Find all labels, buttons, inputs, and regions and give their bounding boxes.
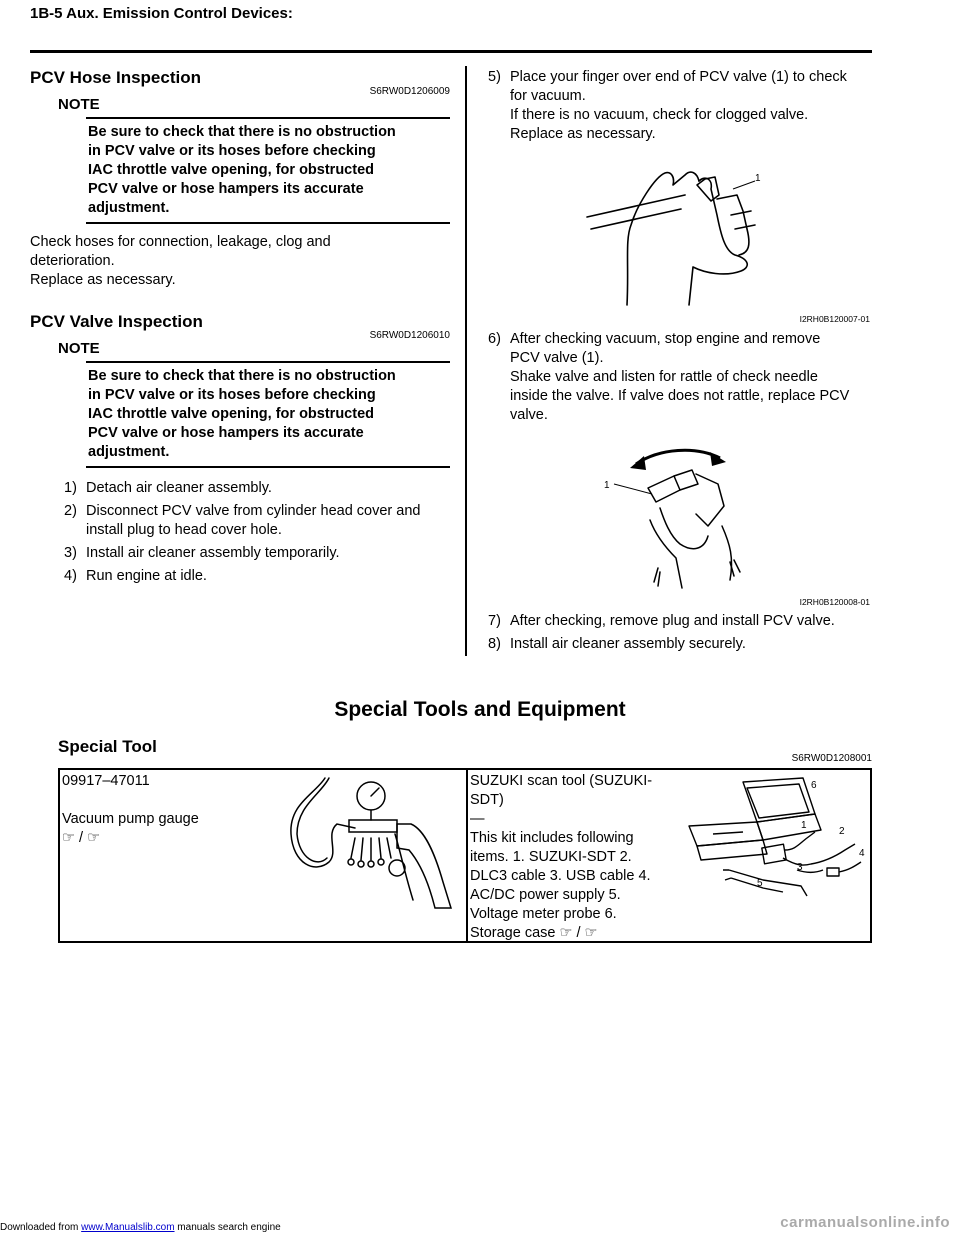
tool1-name: Vacuum pump gauge: [62, 811, 199, 827]
download-footer: Downloaded from www.Manualslib.com manuals search engine: [0, 1222, 281, 1233]
header-rule: [30, 50, 872, 53]
note-top-rule: [86, 117, 450, 119]
note-label: NOTE: [58, 340, 100, 357]
special-tools-table: [58, 768, 872, 943]
kit-callout-3: 3: [797, 862, 803, 873]
scan-tool-kit-illustration: [683, 774, 878, 910]
finger-on-valve-illustration: [585, 155, 785, 313]
kit-callout-1: 1: [801, 820, 807, 831]
step-5: 5) Place your finger over end of PCV valve (1) to check for vacuum. If there is no vacuum, check for clogged valve. Replace as necessary.: [488, 69, 847, 142]
kit-callout-4: 4: [859, 848, 865, 859]
special-tool-code: S6RW0D1208001: [791, 753, 872, 764]
tool-cell-scan-tool: [467, 769, 871, 942]
step-6: 6) After checking vacuum, stop engine and remove PCV valve (1). Shake valve and listen for rattle of check needle inside the valve. If valve does not rattle, replace PCV valve.: [488, 331, 850, 423]
pcv-valve-heading: PCV Valve Inspection: [30, 312, 203, 331]
note-text: Be sure to check that there is no obstruction in PCV valve or its hoses before checking IAC throttle valve opening, for obstructed PCV valve or hose hampers its accurate adjustment.: [88, 124, 396, 216]
note-text: Be sure to check that there is no obstruction in PCV valve or its hoses before checking IAC throttle valve opening, for obstructed PCV valve or hose hampers its accurate adjustment.: [88, 368, 396, 460]
watermark: carmanualsonline.info: [780, 1214, 950, 1231]
shake-valve-illustration: [600, 440, 760, 590]
tool1-refs[interactable]: ☞ / ☞: [62, 830, 101, 846]
kit-callout-6: 6: [811, 780, 817, 791]
special-tool-subheading: Special Tool: [58, 737, 157, 756]
step-2: 2) Disconnect PCV valve from cylinder head cover and install plug to head cover hole.: [64, 503, 421, 538]
note-label: NOTE: [58, 96, 100, 113]
tool1-number: 09917–47011: [62, 773, 150, 789]
step-4: 4) Run engine at idle.: [64, 568, 207, 584]
fig1-callout: 1: [755, 173, 761, 184]
fig2-callout: 1: [604, 480, 610, 491]
kit-callout-2: 2: [839, 826, 845, 837]
manualslib-link[interactable]: www.Manualslib.com: [81, 1222, 175, 1233]
pcv-hose-heading: PCV Hose Inspection: [30, 68, 201, 87]
pcv-valve-code: S6RW0D1206010: [369, 330, 450, 341]
note-bottom-rule: [86, 222, 450, 224]
tool2-description: SUZUKI scan tool (SUZUKI- SDT) — This kit includes following items. 1. SUZUKI-SDT 2. DLC3 cable 3. USB cable 4. AC/DC power supply 5. Voltage meter probe 6. Storage case ☞ / ☞: [470, 773, 653, 941]
fig1-caption: I2RH0B120007-01: [799, 314, 870, 324]
pcv-hose-body: Check hoses for connection, leakage, clog and deterioration. Replace as necessary.: [30, 234, 331, 288]
fig2-caption: I2RH0B120008-01: [799, 597, 870, 607]
step-1: 1) Detach air cleaner assembly.: [64, 480, 272, 496]
kit-callout-5: 5: [757, 878, 763, 889]
page-header: 1B-5 Aux. Emission Control Devices:: [30, 5, 293, 22]
pcv-hose-code: S6RW0D1206009: [369, 86, 450, 97]
step-8: 8) Install air cleaner assembly securely.: [488, 636, 746, 652]
step-3: 3) Install air cleaner assembly temporarily.: [64, 545, 340, 561]
tool-cell-vacuum-pump: [59, 769, 467, 942]
column-divider: [465, 66, 467, 656]
note-top-rule: [86, 361, 450, 363]
step-7: 7) After checking, remove plug and install PCV valve.: [488, 613, 835, 629]
note-bottom-rule: [86, 466, 450, 468]
vacuum-pump-gauge-illustration: [285, 774, 455, 914]
special-tools-title: Special Tools and Equipment: [334, 698, 626, 721]
